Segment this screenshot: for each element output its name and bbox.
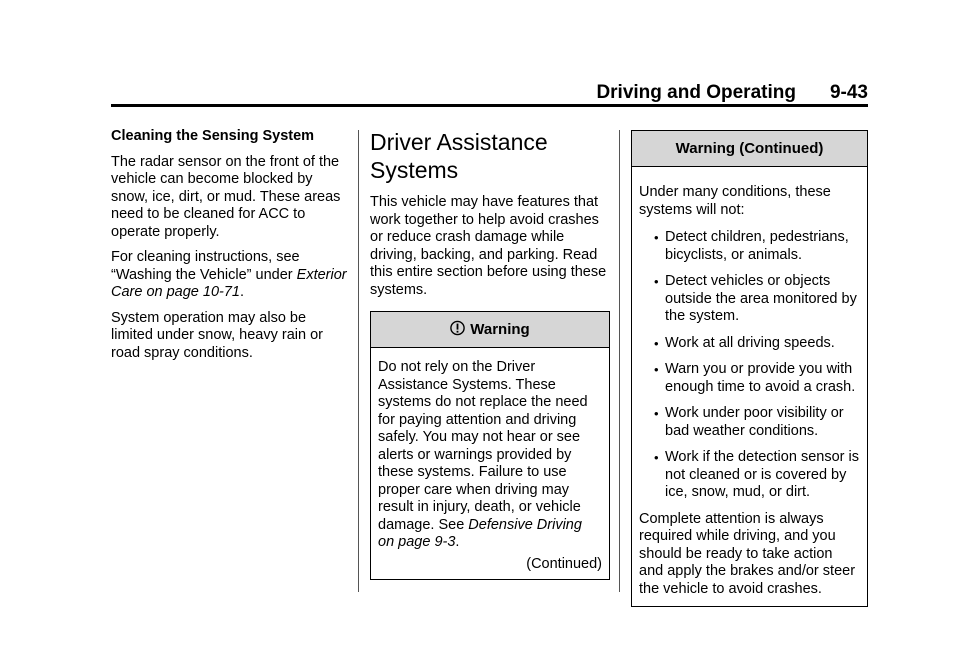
section-title: Driving and Operating bbox=[596, 82, 796, 103]
warning-header bbox=[371, 312, 609, 348]
paragraph: Complete attention is always required while driving, and you should be ready to take action and apply the brakes and/or steer the vehicle to avoid crashes. bbox=[639, 510, 856, 597]
column-2 bbox=[370, 128, 610, 580]
list-item: • Detect vehicles or objects outside the area monitored by the system. bbox=[654, 273, 857, 324]
paragraph: Under many conditions, these systems will not: bbox=[639, 184, 831, 218]
header-rule bbox=[111, 104, 868, 107]
cross-reference-link[interactable]: Defensive Driving on page 9-3 bbox=[378, 516, 582, 550]
column-divider bbox=[619, 130, 620, 592]
section-heading: Driver Assistance Systems bbox=[370, 129, 548, 183]
warning-triangle-icon bbox=[450, 320, 465, 340]
warning-box bbox=[370, 311, 610, 580]
paragraph: This vehicle may have features that work together to help avoid crashes or reduce crash damage while driving, backing, and parking. Read this entire section before using these systems. bbox=[370, 194, 607, 298]
list-item: • Work if the detection sensor is not cleaned or is covered by ice, snow, mud, or dirt. bbox=[654, 449, 859, 500]
cross-reference-link[interactable]: Exterior Care on page 10-71 bbox=[111, 266, 347, 300]
subheading: Cleaning the Sensing System bbox=[111, 128, 315, 144]
bullet-icon: • bbox=[654, 406, 659, 421]
warning-body bbox=[371, 348, 609, 579]
bullet-icon: • bbox=[654, 450, 659, 465]
column-divider bbox=[358, 130, 359, 592]
list-item: • Work under poor visibility or bad weather conditions. bbox=[654, 405, 844, 439]
bullet-icon: • bbox=[654, 335, 659, 351]
warning-box bbox=[631, 130, 868, 607]
list-item: • Warn you or provide you with enough time to avoid a crash. bbox=[654, 361, 856, 395]
warning-body bbox=[632, 167, 867, 606]
page-header bbox=[111, 80, 868, 104]
column-1 bbox=[111, 128, 347, 370]
list-item: • Work at all driving speeds. bbox=[654, 334, 835, 351]
bullet-icon: • bbox=[654, 274, 659, 289]
bullet-icon: • bbox=[654, 230, 659, 245]
column-3 bbox=[631, 130, 868, 607]
bullet-list bbox=[639, 229, 860, 502]
list-item: • Detect children, pedestrians, bicyclists, or animals. bbox=[654, 229, 849, 263]
paragraph: The radar sensor on the front of the vehicle can become blocked by snow, ice, dirt, or mud. These areas need to be cleaned for ACC to operate properly. bbox=[111, 153, 341, 240]
continued-label: (Continued) bbox=[526, 555, 602, 572]
paragraph: For cleaning instructions, see “Washing the Vehicle” under Exterior Care on page 10-71. bbox=[111, 249, 347, 300]
paragraph: System operation may also be limited under snow, heavy rain or road spray conditions. bbox=[111, 309, 323, 361]
warning-header: Warning (Continued) bbox=[632, 131, 867, 167]
paragraph: Do not rely on the Driver Assistance Systems. These systems do not replace the need for paying attention and driving safely. You may not hear or see alerts or warnings provided by these systems. Failure to use proper care when driving may result in injury, death, or vehicle damage. See Defensive Driving on page 9-3. bbox=[378, 359, 588, 550]
bullet-icon: • bbox=[654, 362, 659, 377]
warning-title: Warning bbox=[470, 320, 530, 338]
page-number: 9-43 bbox=[829, 82, 868, 103]
